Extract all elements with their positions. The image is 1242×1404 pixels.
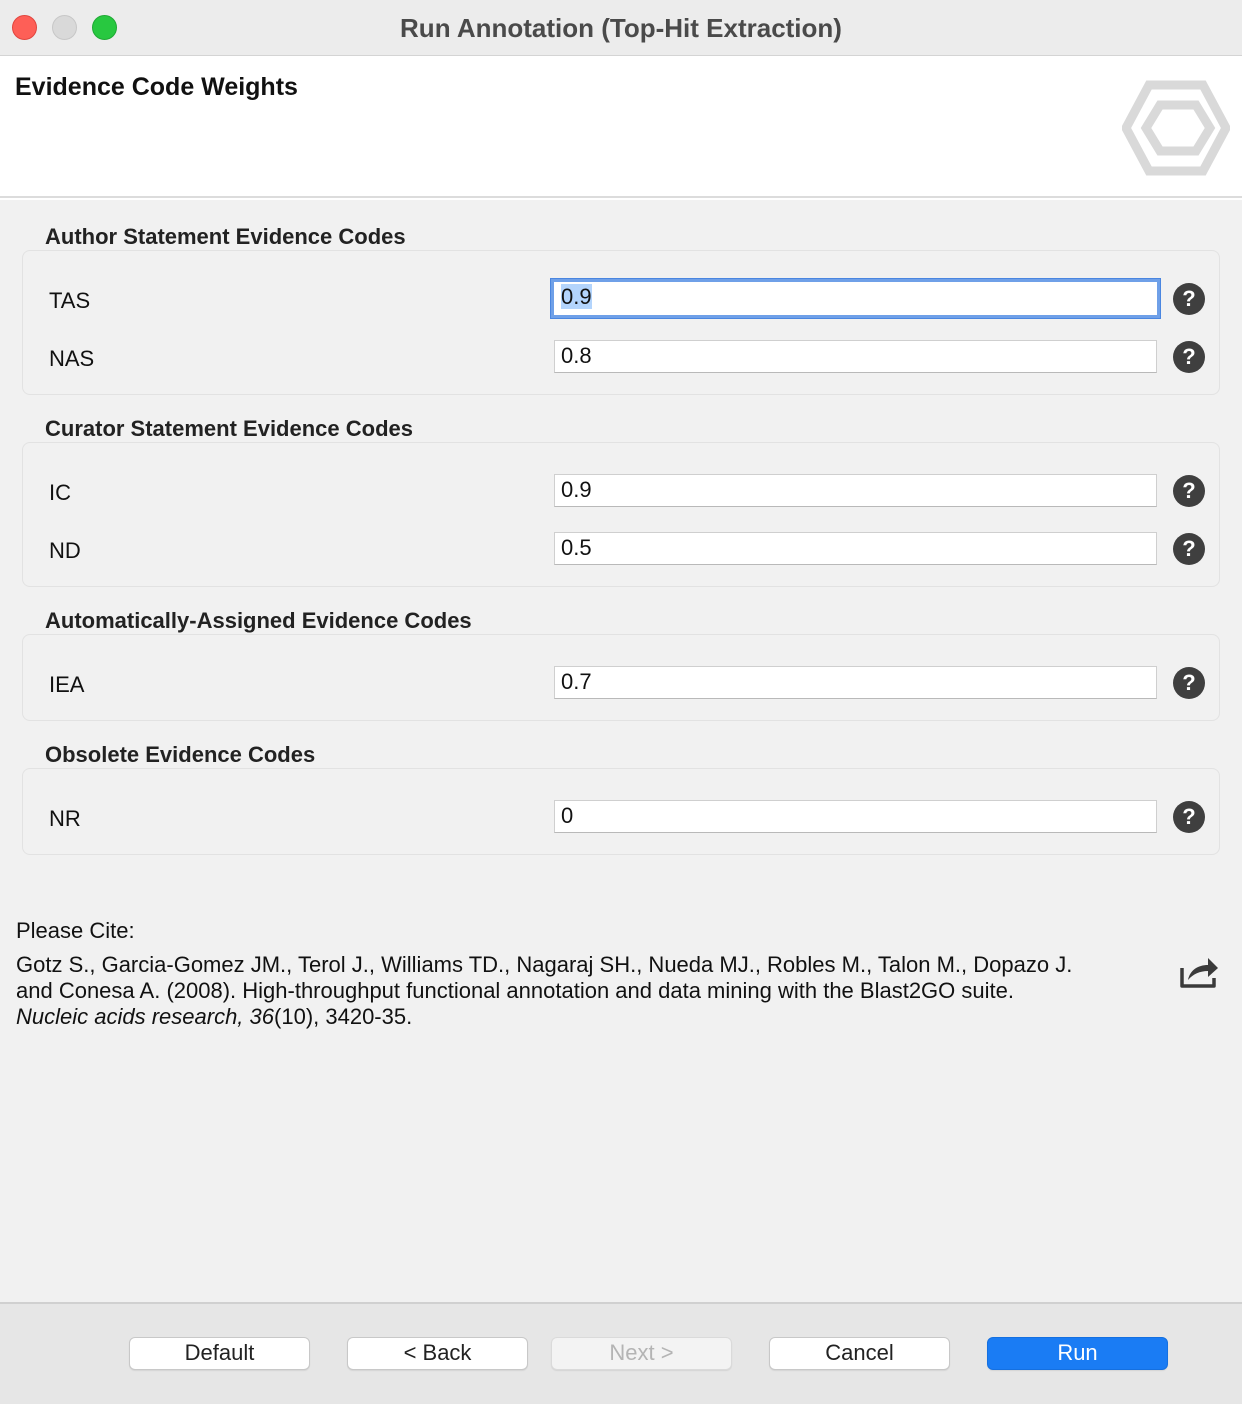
evidence-code-label: IEA <box>49 672 85 697</box>
wizard-header <box>0 57 1242 198</box>
hexagon-logo-icon <box>1122 79 1230 177</box>
evidence-code-label: IC <box>49 480 71 505</box>
default-button[interactable]: Default <box>129 1337 310 1370</box>
citation-line-2: and Conesa A. (2008). High-throughput functional annotation and data mining with the Blast2GO suite. <box>16 978 1014 1003</box>
evidence-row-nd <box>23 525 1219 575</box>
nas-weight-input[interactable]: 0.8 <box>554 340 1157 373</box>
help-icon[interactable]: ? <box>1173 667 1205 699</box>
help-icon[interactable]: ? <box>1173 475 1205 507</box>
citation-label: Please Cite: <box>16 918 135 943</box>
section-title-automatically-assigned: Automatically-Assigned Evidence Codes <box>45 608 472 633</box>
evidence-code-label: ND <box>49 538 81 563</box>
citation-line-1: Gotz S., Garcia-Gomez JM., Terol J., Williams TD., Nagaraj SH., Nueda MJ., Robles M., Talon M., Dopazo J. <box>16 952 1073 977</box>
evidence-row-tas <box>23 275 1219 325</box>
citation-line-3 <box>16 1004 1166 1030</box>
tas-weight-input[interactable] <box>551 279 1160 318</box>
nd-weight-input[interactable]: 0.5 <box>554 532 1157 565</box>
citation-text[interactable] <box>16 952 1166 1030</box>
help-icon[interactable]: ? <box>1173 533 1205 565</box>
selected-value-text: 0.9 <box>561 284 592 309</box>
share-icon[interactable] <box>1178 952 1220 992</box>
evidence-row-nas <box>23 333 1219 383</box>
section-title-obsolete: Obsolete Evidence Codes <box>45 742 316 767</box>
section-title-author-statement: Author Statement Evidence Codes <box>45 224 406 249</box>
title-bar <box>0 0 1242 56</box>
iea-weight-input[interactable]: 0.7 <box>554 666 1157 699</box>
back-button[interactable]: < Back <box>347 1337 528 1370</box>
evidence-row-nr <box>23 793 1219 843</box>
run-button[interactable]: Run <box>987 1337 1168 1370</box>
nr-weight-input[interactable]: 0 <box>554 800 1157 833</box>
citation-journal: Nucleic acids research, 36 <box>16 1004 275 1029</box>
evidence-code-label: NR <box>49 806 81 831</box>
section-title-curator-statement: Curator Statement Evidence Codes <box>45 416 413 441</box>
window-title: Run Annotation (Top-Hit Extraction) <box>400 13 842 43</box>
citation-issue-pages: (10), 3420-35. <box>274 1004 413 1029</box>
group-automatically-assigned <box>22 634 1220 721</box>
button-bar <box>0 1302 1242 1404</box>
evidence-row-iea <box>23 659 1219 709</box>
evidence-code-label: NAS <box>49 346 95 371</box>
help-icon[interactable]: ? <box>1173 283 1205 315</box>
content-area <box>0 200 1242 1302</box>
evidence-row-ic <box>23 467 1219 517</box>
cancel-button[interactable]: Cancel <box>769 1337 950 1370</box>
evidence-code-label: TAS <box>49 288 91 313</box>
help-icon[interactable]: ? <box>1173 801 1205 833</box>
page-title: Evidence Code Weights <box>15 73 298 101</box>
next-button[interactable]: Next > <box>551 1337 732 1370</box>
group-author-statement <box>22 250 1220 395</box>
group-obsolete <box>22 768 1220 855</box>
group-curator-statement <box>22 442 1220 587</box>
ic-weight-input[interactable]: 0.9 <box>554 474 1157 507</box>
help-icon[interactable]: ? <box>1173 341 1205 373</box>
